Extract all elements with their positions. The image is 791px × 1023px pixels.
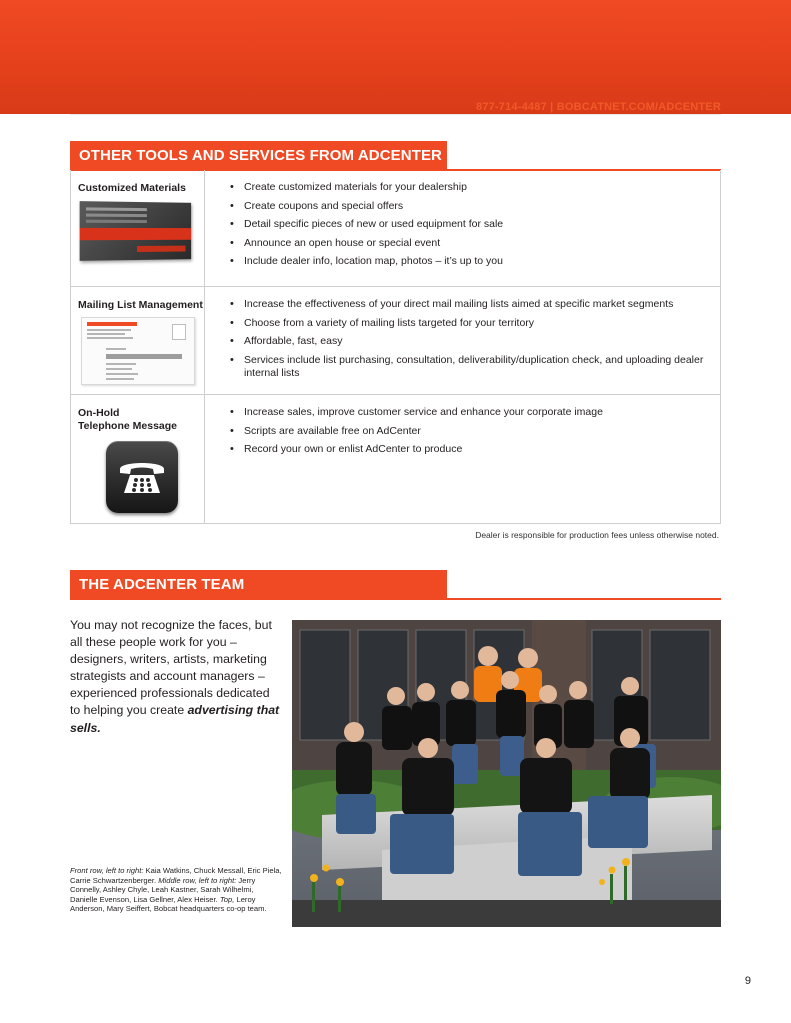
tools-label-cell <box>71 170 205 286</box>
row-label: Mailing List Management <box>78 299 203 311</box>
tools-row-on-hold-message <box>71 395 720 523</box>
list-item: • Include dealer info, location map, photos – it’s up to you <box>230 255 710 268</box>
bullet-list <box>230 181 710 274</box>
caption-top-label: Top, <box>219 894 235 904</box>
team-intro-text <box>70 617 280 737</box>
tools-table <box>70 170 721 524</box>
tools-row-mailing-list <box>71 287 720 395</box>
list-item: • Services include list purchasing, consultation, deliverability/duplication check, and uploading dealer internal lists <box>230 354 710 380</box>
list-item: • Affordable, fast, easy <box>230 335 710 348</box>
row-label: On-Hold Telephone Message <box>78 407 178 432</box>
list-item: • Create coupons and special offers <box>230 200 710 213</box>
list-item: • Choose from a variety of mailing lists targeted for your territory <box>230 317 710 330</box>
row-label: Customized Materials <box>78 182 186 194</box>
list-item: • Increase the effectiveness of your direct mail mailing lists aimed at specific market segments <box>230 298 710 311</box>
customized-materials-thumbnail <box>80 201 191 261</box>
mailing-list-thumbnail <box>81 317 195 385</box>
header-rule <box>70 114 721 115</box>
caption-front-names: Kaia Watkins, Chuck Messall, Eric Piela, Carrie Schwartzenberger. <box>70 866 282 885</box>
caption-top-names: Leroy Anderson, Mary Seiffert, Bobcat headquarters co-op team. <box>70 894 267 914</box>
team-intro-body: You may not recognize the faces, but all these people work for you – designers, writers, artists, marketing strategists and account managers – experienced professionals dedicated to helping you create <box>70 618 272 718</box>
caption-middle-names: Jerry Connelly, Ashley Chyle, Leah Kastner, Sarah Wilhelmi, Danielle Evenson, Lisa Gellner, Alex Heiser. <box>70 875 256 904</box>
header-site[interactable]: BOBCATNET.COM/ADCENTER <box>556 101 721 113</box>
list-item: • Record your own or enlist AdCenter to produce <box>230 443 710 456</box>
team-section-title: THE ADCENTER TEAM <box>70 570 447 599</box>
production-fees-disclaimer: Dealer is responsible for production fees unless otherwise noted. <box>475 530 719 540</box>
tools-label-cell <box>71 287 205 394</box>
list-item: • Increase sales, improve customer service and enhance your corporate image <box>230 406 710 419</box>
caption-front-label: Front row, left to right: <box>70 866 144 875</box>
tools-row-customized-materials <box>71 170 720 287</box>
list-item: • Create customized materials for your dealership <box>230 181 710 194</box>
tools-section-title: OTHER TOOLS AND SERVICES FROM ADCENTER <box>70 141 447 170</box>
photo-caption <box>70 866 282 914</box>
list-item: • Announce an open house or special event <box>230 237 710 250</box>
bullet-list <box>230 406 710 462</box>
page-number: 9 <box>744 975 751 987</box>
list-item: • Detail specific pieces of new or used equipment for sale <box>230 218 710 231</box>
caption-middle-label: Middle row, left to right: <box>158 875 237 885</box>
list-item: • Scripts are available free on AdCenter <box>230 425 710 438</box>
tools-label-cell <box>71 395 205 523</box>
header-separator: | <box>546 101 557 113</box>
team-section-rule <box>70 598 721 600</box>
top-color-band <box>0 0 791 114</box>
bullet-list <box>230 298 710 385</box>
telephone-icon <box>106 441 178 513</box>
header-phone: 877-714-4487 <box>475 101 547 113</box>
team-photo <box>292 620 721 927</box>
team-intro-emphasis: advertising that sells. <box>70 703 280 735</box>
header-contact <box>476 101 721 113</box>
